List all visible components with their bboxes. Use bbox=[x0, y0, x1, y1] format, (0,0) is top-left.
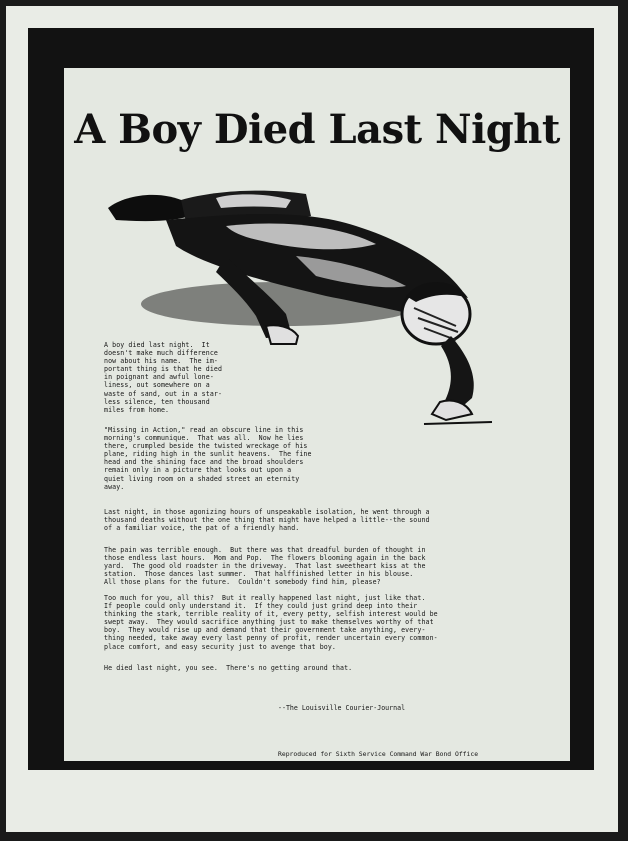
paragraph-4: The pain was terrible enough. But there was that dreadful burden of thought in those endless last hours. Mom and Pop. The flowers blooming again in the back yard. The good old roadster in the driveway. That last sweetheart kiss at the station. Those dances last summer. That halffinished letter in his blouse. All those plans for the future. Couldn't somebody find him, please? bbox=[104, 546, 426, 587]
paragraph-3: Last night, in those agonizing hours of unspeakable isolation, he went through a thousand deaths without the one thing that might have helped a little--the sound of a familiar voice, the pat of a friendly hand. bbox=[104, 508, 430, 533]
reproduced-notice: Reproduced for Sixth Service Command War Bond Office bbox=[278, 750, 479, 758]
paragraph-6: He died last night, you see. There's no getting around that. bbox=[104, 664, 353, 672]
poster-title: A Boy Died Last Night bbox=[74, 106, 560, 153]
paragraph-5: Too much for you, all this? But it really happened last night, just like that. If people could only understand it. If they could just grind deep into their thinking the stark, terrible reality of it, every petty, selfish interest would be swept away. They would sacrifice anything just to make themselves worthy of that boy. They would rise up and demand that their government take anything, every- thing needed, take away every last penny of profit, render uncertain every common- place comfort, and easy security just to avenge that boy. bbox=[104, 594, 438, 651]
poster-sheet bbox=[64, 68, 570, 761]
paragraph-2: "Missing in Action," read an obscure line in this morning's communique. That was all. Now he lies there, crumpled beside the twisted wreckage of his plane, riding high in the sunlit heavens. The fine head and the shining face and the broad shoulders remain only in a picture that looks out upon a quiet living room on a shaded street an eternity away. bbox=[104, 426, 312, 491]
source-credit: --The Louisville Courier-Journal bbox=[278, 704, 406, 712]
paragraph-1: A boy died last night. It doesn't make much difference now about his name. The im- portant thing is that he died in poignant and awful lone- liness, out somewhere on a waste of sand, out in a star- less silence, ten thousand miles from home. bbox=[104, 341, 223, 414]
